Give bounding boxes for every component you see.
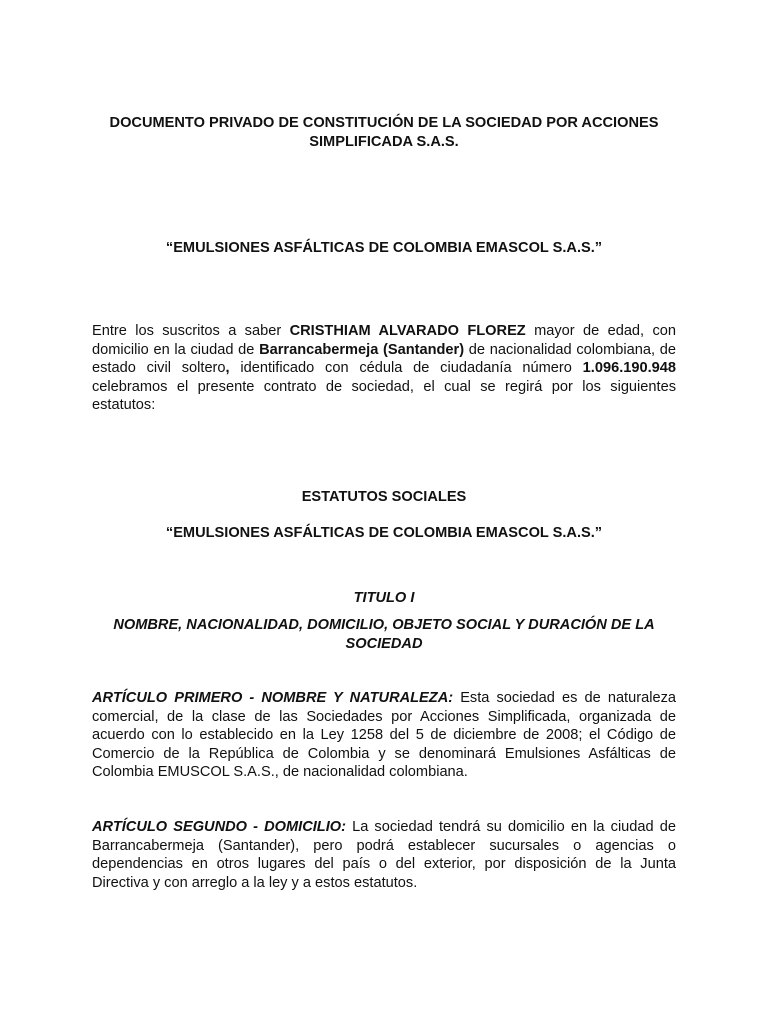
company-name-repeat: “EMULSIONES ASFÁLTICAS DE COLOMBIA EMASCOL S.A.S.” [165,525,603,541]
statutes-heading: ESTATUTOS SOCIALES [301,489,467,505]
article-second-body: La sociedad tendrá su domicilio en la ciudad de Barrancabermeja (Santander), pero podrá establecer sucursales o agencias o dependencias en otros lugares del país o del exterior, por disposición de la Junta Directiva y con arreglo a la ley y a estos estatutos. [92,819,676,891]
article-first [92,689,676,782]
intro-text-3: de nacionalidad colombiana, de estado civil soltero [92,341,676,377]
document-title: DOCUMENTO PRIVADO DE CONSTITUCIÓN DE LA SOCIEDAD POR ACCIONES SIMPLIFICADA S.A.S. [109,115,659,150]
intro-text-5: celebramos el presente contrato de sociedad, el cual se regirá por los siguientes estatutos: [92,378,676,414]
company-name: “EMULSIONES ASFÁLTICAS DE COLOMBIA EMASCOL S.A.S.” [165,240,603,256]
domicile-city: Barrancabermeja (Santander) [259,341,465,358]
article-first-body: Esta sociedad es de naturaleza comercial, de la clase de las Sociedades por Acciones Simplificada, organizada de acuerdo con lo establecido en la Ley 1258 del 5 de diciembre de 2008; el Código de Comercio de la República de Colombia y se denominará Emulsiones Asfálticas de Colombia EMUSCOL S.A.S., de nacionalidad colombiana. [92,690,676,781]
titulo-heading: TITULO I [353,590,415,606]
article-second [92,818,676,892]
article-first-heading: ARTÍCULO PRIMERO - NOMBRE Y NATURALEZA: [92,690,454,706]
titulo-subtitle: NOMBRE, NACIONALIDAD, DOMICILIO, OBJETO SOCIAL Y DURACIÓN DE LA SOCIEDAD [113,617,655,652]
intro-text-2: mayor de edad, con domicilio en la ciudad de [92,323,676,358]
article-second-heading: ARTÍCULO SEGUNDO - DOMICILIO: [92,819,346,835]
founder-name: CRISTHIAM ALVARADO FLOREZ [289,323,526,339]
intro-text-1: Entre los suscritos a saber [92,323,290,339]
intro-text-4: identificado con cédula de ciudadanía número [229,360,583,377]
id-number: 1.096.190.948 [582,360,676,377]
intro-paragraph [92,322,676,415]
intro-comma: , [225,360,230,377]
